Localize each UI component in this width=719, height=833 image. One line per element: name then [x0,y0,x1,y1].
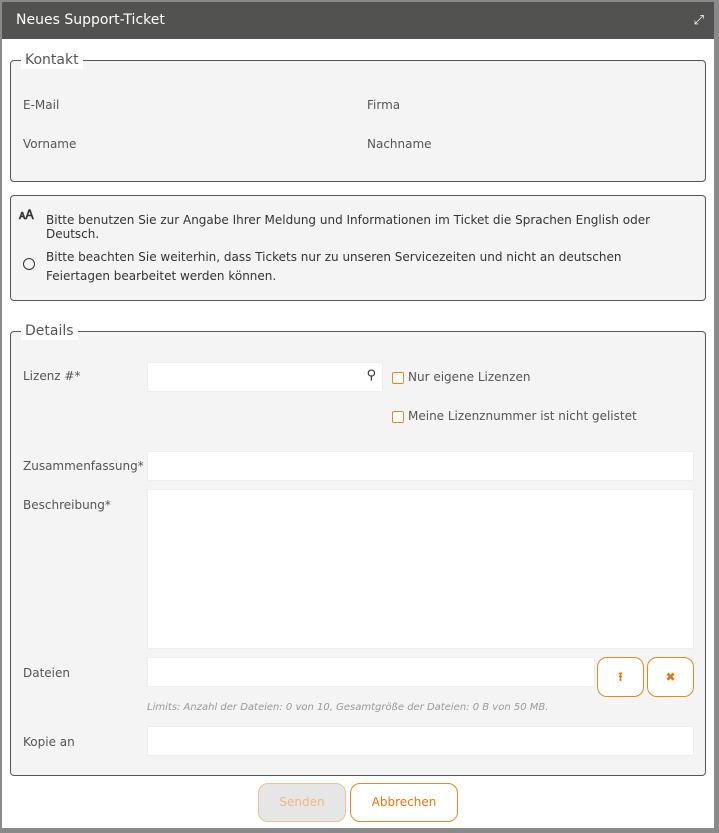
kontakt-fieldset [10,52,706,182]
service-notice: Bitte beachten Sie weiterhin, dass Tickets nur zu unseren Servicezeiten und nicht an deutschen Feiertagen bearbeitet werden können. [46,250,622,283]
language-notice: Bitte benutzen Sie zur Angabe Ihrer Meldung und Informationen im Ticket die Sprachen English oder Deutsch. [46,213,651,241]
upload-icon: ⭱ [618,670,623,684]
upload-button[interactable] [597,657,644,697]
details-legend: Details [21,322,78,340]
cancel-button[interactable]: Abbrechen [350,783,458,822]
clock-icon [23,258,35,270]
description-label: Beschreibung* [23,498,111,512]
lizenz-input[interactable] [147,362,383,392]
own-licenses-label: Nur eigene Lizenzen [408,370,531,384]
limits-text: Limits: Anzahl der Dateien: 0 von 10, Gesamtgröße der Dateien: 0 B von 50 MB. [147,702,549,713]
details-fieldset [10,323,706,776]
expand-icon[interactable]: ⤢ [693,13,704,28]
summary-input[interactable] [147,451,694,481]
firma-label: Firma [367,98,401,112]
vorname-label: Vorname [23,137,77,151]
files-input[interactable] [147,657,595,687]
lizenz-label: Lizenz #* [23,369,81,383]
cc-input[interactable] [147,726,694,756]
own-licenses-checkbox[interactable] [392,372,404,384]
language-icon: 🗚 [19,208,34,223]
summary-label: Zusammenfassung* [23,459,144,473]
dialog-header [2,2,714,39]
clear-files-button[interactable] [647,657,694,697]
close-icon: ✖ [665,670,676,684]
cc-label: Kopie an [23,735,75,749]
kontakt-legend: Kontakt [21,51,83,69]
description-textarea[interactable] [147,489,694,649]
dialog-title: Neues Support-Ticket [16,12,165,28]
nachname-label: Nachname [367,137,432,151]
search-icon[interactable]: ⚲ [366,368,376,383]
support-ticket-dialog [2,2,714,828]
files-label: Dateien [23,666,71,680]
not-listed-label: Meine Lizenznummer ist nicht gelistet [408,409,637,423]
info-box [10,195,706,301]
not-listed-checkbox[interactable] [392,411,404,423]
send-button[interactable]: Senden [258,783,346,822]
email-label: E-Mail [23,98,60,112]
